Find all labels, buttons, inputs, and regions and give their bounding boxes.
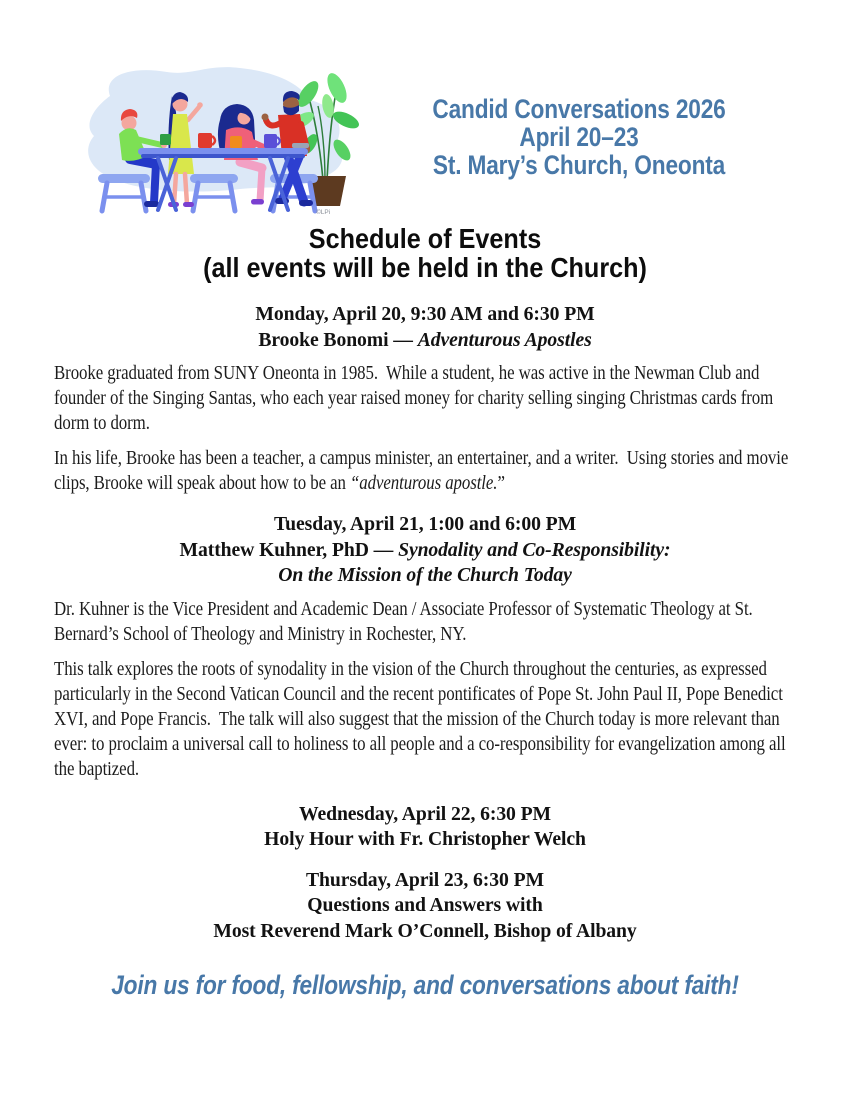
event-monday xyxy=(0,302,850,496)
event-title-line: Holy Hour with Fr. Christopher Welch xyxy=(264,828,586,850)
event-thursday xyxy=(0,868,850,945)
speaker-name: Brooke Bonomi — xyxy=(258,328,418,351)
talk-title: On the Mission of the Church Today xyxy=(278,564,572,586)
event-speaker-title xyxy=(17,538,833,564)
event-speaker-title xyxy=(17,328,833,354)
event-datetime: Monday, April 20, 9:30 AM and 6:30 PM xyxy=(255,303,595,325)
talk-title: Synodality and Co-Responsibility: xyxy=(398,538,671,561)
event-description-paragraph: Brooke graduated from SUNY Oneonta in 1985. While a student, he was active in the Newman Club and founder of the Singing Santas, who each year raised money for charity selling singing Christmas cards from dorm to dorm. xyxy=(54,362,778,434)
event-thursday-heading xyxy=(17,868,833,945)
event-description-paragraph: This talk explores the roots of synodality in the vision of the Church throughout the centuries, as expressed particularly in the Second Vatican Council and the recent pontificates of Pope St. John Paul II, Pope Benedict XVI, and Pope Francis. The talk will also suggest that the mission of the Church today is more relevant than ever: to proclaim a universal call to holiness to all people and a co-responsibility for evangelization among all the baptized. xyxy=(54,657,790,780)
event-wednesday-heading xyxy=(17,802,833,853)
event-monday-heading xyxy=(17,302,833,353)
event-wednesday xyxy=(0,802,850,853)
event-title: Candid Conversations 2026 xyxy=(432,94,726,124)
speaker-name: Matthew Kuhner, PhD — xyxy=(179,538,399,561)
event-description-paragraph: Dr. Kuhner is the Vice President and Academic Dean / Associate Professor of Systematic Theology at St. Bernard’s School of Theology and Ministry in Rochester, NY. xyxy=(54,597,757,645)
talk-title: Adventurous Apostles xyxy=(417,328,592,351)
event-tuesday-heading xyxy=(17,512,833,589)
event-location: St. Mary’s Church, Oneonta xyxy=(432,150,726,180)
event-tuesday xyxy=(0,512,850,782)
event-datetime: Tuesday, April 21, 1:00 and 6:00 PM xyxy=(273,513,577,535)
closing-tagline: Join us for food, fellowship, and conversations about faith! xyxy=(111,970,739,1000)
event-dates: April 20–23 xyxy=(519,122,639,152)
schedule-heading-block xyxy=(43,224,808,282)
conversation-illustration xyxy=(72,62,364,217)
text-segment: In his life, Brooke has been a teacher, a campus minister, an entertainer, and a writer. Using stories and movie clips, Brooke will speak about how to be an xyxy=(54,447,793,494)
event-datetime: Thursday, April 23, 6:30 PM xyxy=(306,868,544,891)
schedule-subheading: (all events will be held in the Church) xyxy=(203,252,647,283)
illustration-credit: ©LPi xyxy=(316,209,331,216)
event-title-block xyxy=(398,95,759,179)
people-at-table-illustration-svg xyxy=(72,62,364,217)
event-description-paragraph xyxy=(54,446,796,496)
header xyxy=(0,0,850,217)
event-title-line: Most Reverend Mark O’Connell, Bishop of Albany xyxy=(213,919,637,942)
talk-title-continued xyxy=(17,563,833,589)
text-segment-italic: “adventurous apostle. xyxy=(349,472,498,494)
event-datetime: Wednesday, April 22, 6:30 PM xyxy=(298,802,552,825)
event-title-line: Questions and Answers with xyxy=(307,894,543,916)
schedule-heading: Schedule of Events xyxy=(308,223,542,254)
text-segment: ” xyxy=(497,472,505,494)
